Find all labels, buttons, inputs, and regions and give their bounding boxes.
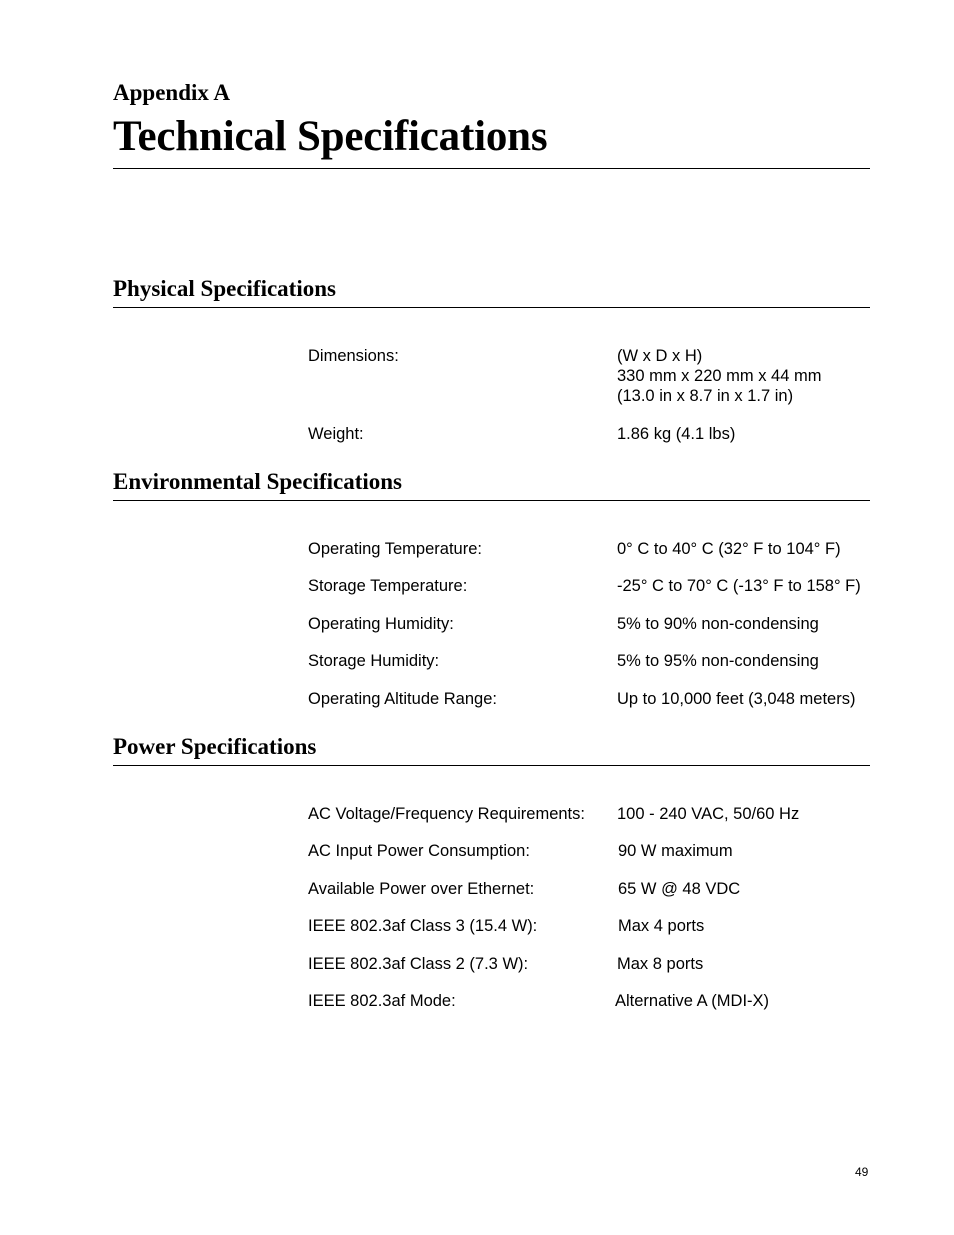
weight-label: Weight: — [308, 425, 364, 443]
spec-label: Operating Temperature: — [308, 540, 482, 558]
page-number: 49 — [855, 1165, 869, 1179]
spec-value: 5% to 90% non-condensing — [617, 615, 819, 633]
environmental-section-title: Environmental Specifications — [113, 469, 403, 494]
spec-label: IEEE 802.3af Mode: — [308, 992, 456, 1010]
chapter-title: Technical Specifications — [113, 113, 548, 160]
spec-label: Operating Humidity: — [308, 615, 454, 633]
spec-value: Alternative A (MDI-X) — [615, 992, 770, 1010]
spec-label: AC Input Power Consumption: — [308, 842, 530, 860]
spec-value: Up to 10,000 feet (3,048 meters) — [617, 690, 856, 708]
spec-label: AC Voltage/Frequency Requirements: — [308, 805, 585, 823]
spec-value: 65 W @ 48 VDC — [618, 880, 741, 898]
spec-label: Storage Humidity: — [308, 652, 440, 670]
spec-value: 90 W maximum — [618, 842, 733, 860]
dimensions-label: Dimensions: — [308, 347, 399, 365]
appendix-label: Appendix A — [113, 80, 230, 105]
power-section-title: Power Specifications — [113, 734, 317, 759]
dimensions-value-line1: (W x D x H) — [617, 347, 703, 365]
physical-section-title: Physical Specifications — [113, 276, 336, 301]
spec-value: 0° C to 40° C (32° F to 104° F) — [617, 540, 841, 558]
spec-label: Storage Temperature: — [308, 577, 468, 595]
spec-value: 100 - 240 VAC, 50/60 Hz — [617, 805, 800, 823]
spec-label: Available Power over Ethernet: — [308, 880, 535, 898]
dimensions-value-line2: 330 mm x 220 mm x 44 mm — [617, 367, 822, 385]
environmental-section-divider — [113, 500, 870, 501]
spec-label: Operating Altitude Range: — [308, 690, 497, 708]
spec-value: 5% to 95% non-condensing — [617, 652, 819, 670]
dimensions-value-line3: (13.0 in x 8.7 in x 1.7 in) — [617, 387, 794, 405]
spec-label: IEEE 802.3af Class 3 (15.4 W): — [308, 917, 538, 935]
spec-value: Max 8 ports — [617, 955, 704, 973]
spec-value: -25° C to 70° C (-13° F to 158° F) — [617, 577, 861, 595]
spec-value: Max 4 ports — [618, 917, 705, 935]
physical-section-divider — [113, 307, 870, 308]
title-divider — [113, 168, 870, 169]
power-section-divider — [113, 765, 870, 766]
weight-value: 1.86 kg (4.1 lbs) — [617, 425, 736, 443]
spec-label: IEEE 802.3af Class 2 (7.3 W): — [308, 955, 529, 973]
